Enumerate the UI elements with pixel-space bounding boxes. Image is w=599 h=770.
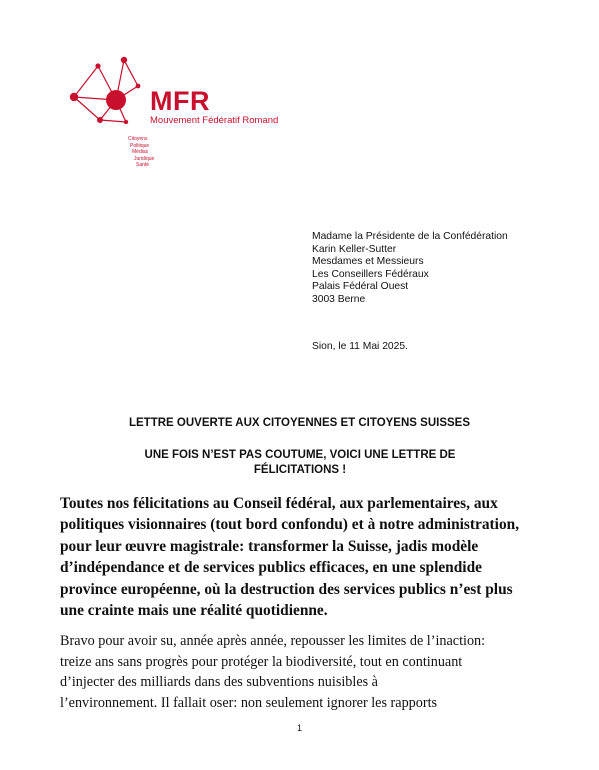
logo-tags: [128, 136, 154, 169]
subheading-line: FÉLICITATIONS !: [253, 464, 347, 476]
page-number: 1: [296, 723, 302, 733]
letter-heading: LETTRE OUVERTE AUX CITOYENNES ET CITOYENS SUISSES: [128, 417, 470, 429]
paragraph-line: d’injecter des milliards dans des subventions nuisibles à: [60, 674, 378, 691]
address-line: Karin Keller-Sutter: [312, 243, 397, 255]
paragraph-line: pour leur œuvre magistrale: transformer la Suisse, jadis modèle: [60, 537, 479, 555]
address-line: Les Conseillers Fédéraux: [312, 268, 429, 280]
intro-paragraph: [60, 493, 560, 621]
paragraph-line: politiques visionnaires (tout bord confondu) et à notre administration,: [60, 516, 520, 534]
mfr-logo: [64, 48, 314, 183]
logo-tag: Juridique: [134, 155, 155, 162]
logo-tag: Médias: [132, 149, 149, 155]
subheading-line: UNE FOIS N’EST PAS COUTUME, VOICI UNE LETTRE DE: [144, 449, 456, 461]
letter-subheading: [110, 448, 490, 478]
paragraph-line: d’indépendance et de services publics efficaces, en une splendide: [60, 559, 482, 577]
address-line: Palais Fédéral Ouest: [312, 281, 409, 293]
paragraph-line: province européenne, où la destruction des services publics n’est plus: [60, 580, 513, 598]
logo-title: MFR: [150, 86, 210, 116]
logo-tag: Politique: [130, 142, 150, 149]
logo-tag: Santé: [136, 162, 150, 168]
paragraph-line: l’environnement. Il fallait oser: non seulement ignorer les rapports: [60, 694, 438, 711]
body-paragraph: [60, 631, 560, 713]
address-line: 3003 Berne: [312, 293, 366, 305]
network-logo-icon: [64, 48, 154, 128]
paragraph-line: une crainte mais une réalité quotidienne.: [60, 602, 328, 620]
logo-subtitle: Mouvement Fédératif Romand: [150, 115, 279, 126]
recipient-address: [312, 231, 508, 307]
paragraph-line: Toutes nos félicitations au Conseil fédéral, aux parlementaires, aux: [60, 495, 498, 512]
address-line: Madame la Présidente de la Confédération: [312, 231, 508, 242]
logo-tag: Citoyens: [128, 136, 148, 142]
address-line: Mesdames et Messieurs: [312, 256, 424, 268]
paragraph-line: treize ans sans progrès pour protéger la biodiversité, tout en continuant: [60, 653, 463, 670]
date-line: Sion, le 11 Mai 2025.: [312, 341, 408, 352]
paragraph-line: Bravo pour avoir su, année après année, repousser les limites de l’inaction:: [60, 633, 486, 649]
